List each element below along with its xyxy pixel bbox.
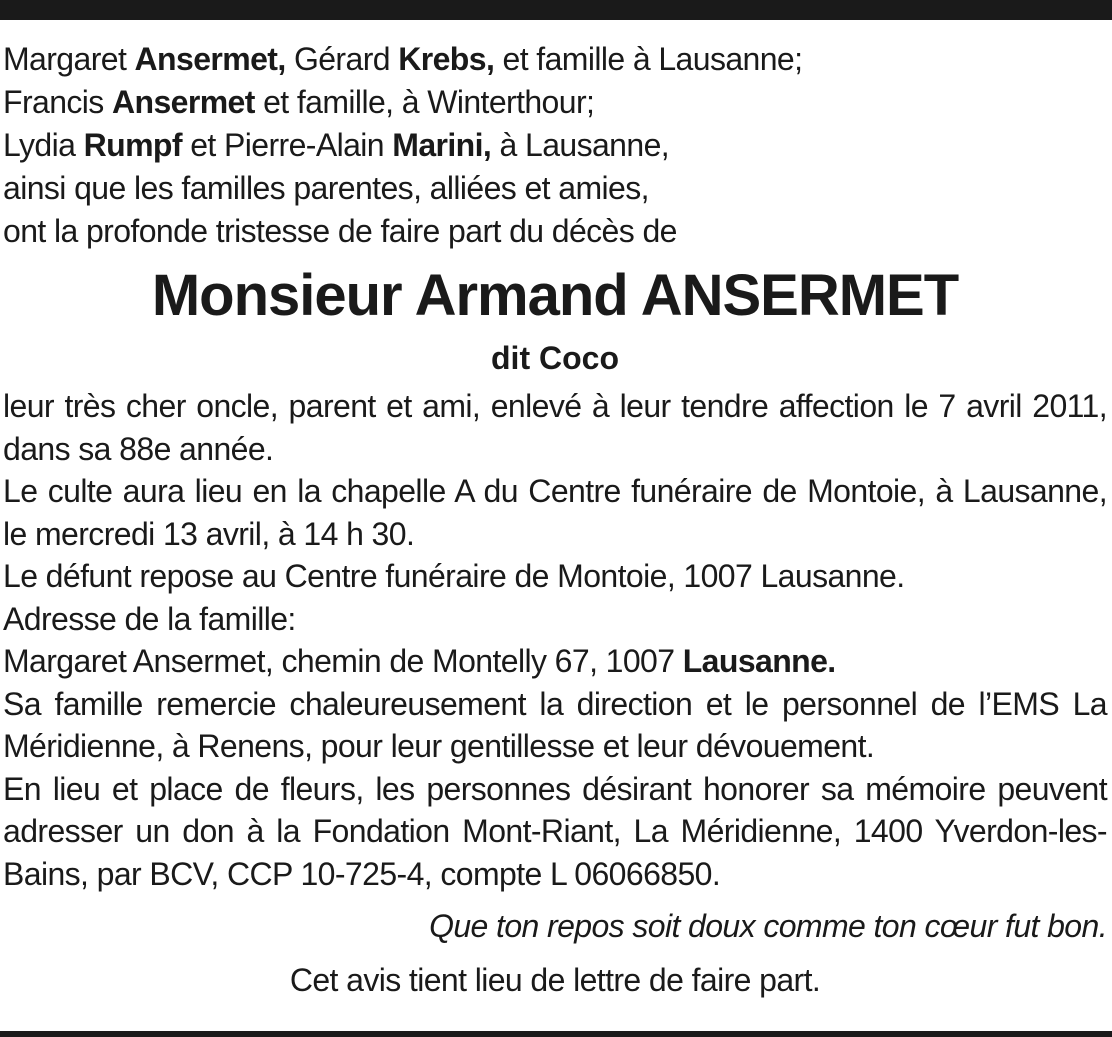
paragraph-address-label: Adresse de la famille: xyxy=(3,600,296,637)
intro-line-4 xyxy=(3,167,1107,210)
deceased-block xyxy=(3,261,1107,379)
intro-surname: Marini, xyxy=(392,127,492,163)
deceased-name: Monsieur Armand ANSERMET xyxy=(151,263,959,328)
intro-text: à Lausanne, xyxy=(491,127,670,163)
paragraph-thanks: Sa famille remercie chaleureusement la direction et le personnel de l’EMS La Méridienne, à Renens, pour leur gentillesse et leur dévouement. xyxy=(3,685,1107,764)
address-text: Margaret Ansermet, chemin de Montelly 67, 1007 xyxy=(3,643,683,679)
deceased-nickname: dit Coco xyxy=(491,340,619,376)
intro-text: et Pierre-Alain xyxy=(181,127,393,163)
intro-line-5 xyxy=(3,210,1107,253)
top-rule xyxy=(0,0,1112,20)
paragraph-relationship: leur très cher oncle, parent et ami, enlevé à leur tendre affection le 7 avril 2011, dans sa 88e année. xyxy=(3,388,1107,467)
obituary-notice xyxy=(3,38,1107,1001)
intro-line-1 xyxy=(3,38,1107,81)
closing-quote: Que ton repos soit doux comme ton cœur fut bon. xyxy=(429,908,1107,944)
intro-surname: Ansermet xyxy=(112,84,255,120)
intro-text: et famille à Lausanne; xyxy=(494,41,803,77)
paragraph-rest-place: Le défunt repose au Centre funéraire de Montoie, 1007 Lausanne. xyxy=(3,558,905,594)
paragraph-service: Le culte aura lieu en la chapelle A du Centre funéraire de Montoie, à Lausanne, le mercredi 13 avril, à 14 h 30. xyxy=(3,473,1107,552)
intro-line-3 xyxy=(3,124,1107,167)
intro-surname: Krebs, xyxy=(398,41,495,77)
intro-surname: Rumpf xyxy=(83,127,182,163)
intro-text: Margaret xyxy=(3,41,135,77)
intro-text: Gérard xyxy=(285,41,399,77)
paragraph-address xyxy=(3,640,1107,683)
intro-text: Lydia xyxy=(3,127,84,163)
closing-statement: Cet avis tient lieu de lettre de faire part. xyxy=(289,962,821,998)
address-city: Lausanne. xyxy=(682,643,836,679)
intro-text: et famille, à Winterthour; xyxy=(254,84,595,120)
intro-text: Francis xyxy=(3,84,112,120)
bottom-rule xyxy=(0,1031,1112,1037)
intro-text: ainsi que les familles parentes, alliées et amies, xyxy=(3,170,649,206)
intro-text: ont la profonde tristesse de faire part du décès de xyxy=(3,213,677,249)
notice-body xyxy=(3,385,1107,895)
intro-block xyxy=(3,38,1107,253)
intro-surname: Ansermet, xyxy=(134,41,286,77)
intro-line-2 xyxy=(3,81,1107,124)
paragraph-donation: En lieu et place de fleurs, les personnes désirant honorer sa mémoire peuvent adresser un don à la Fondation Mont-Riant, La Méridienne, 1400 Yverdon-les-Bains, par BCV, CCP 10-725-4, compte L 06066850. xyxy=(3,770,1107,892)
